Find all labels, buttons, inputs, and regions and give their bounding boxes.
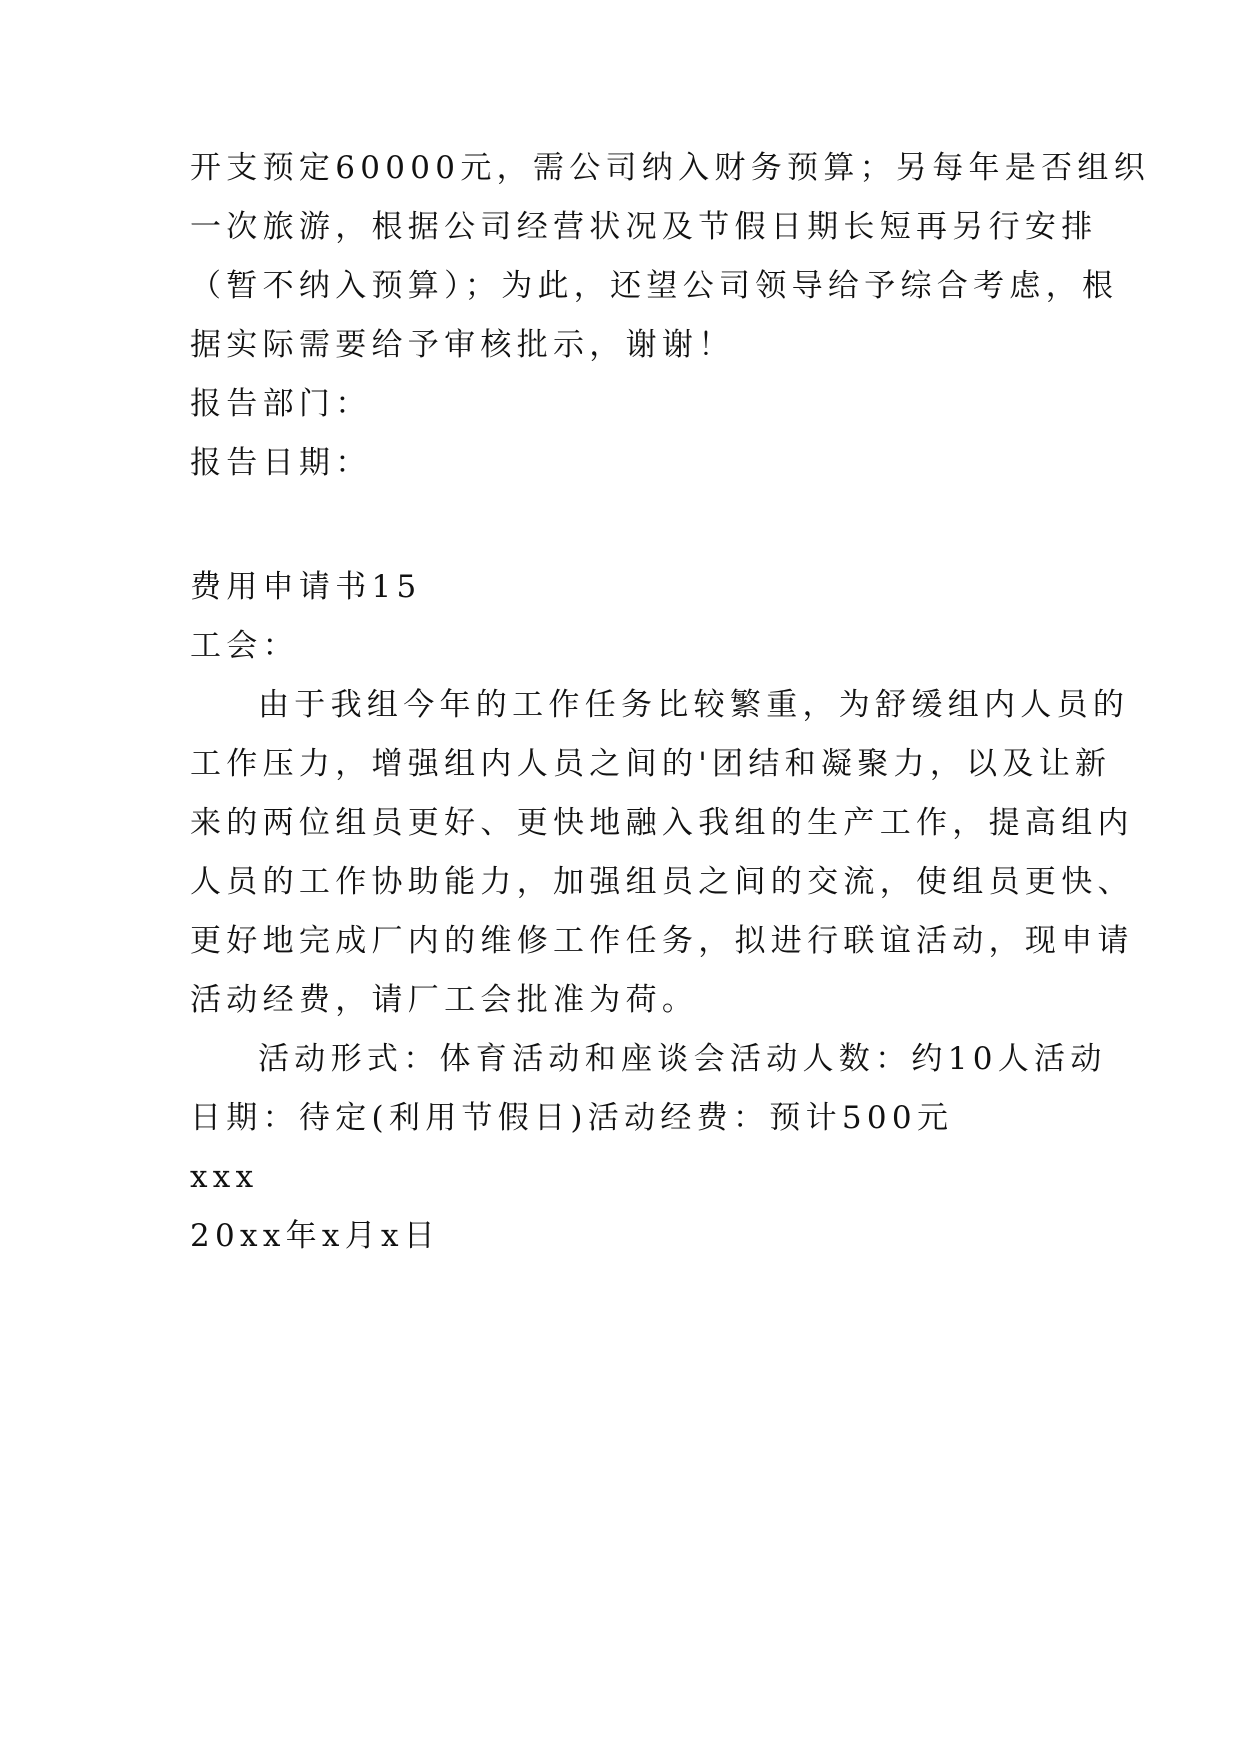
report-department-label: 报告部门： bbox=[190, 386, 372, 422]
previous-letter-closing bbox=[190, 139, 1151, 493]
letter-date: 20xx年x月x日 bbox=[190, 1218, 441, 1254]
paragraph-line: 由于我组今年的工作任务比较繁重，为舒缓组内人员的 bbox=[258, 687, 1130, 723]
report-date-label: 报告日期： bbox=[190, 445, 372, 481]
paragraph-line: （暂不纳入预算）；为此，还望公司领导给予综合考虑，根 bbox=[190, 268, 1119, 304]
signature: xxx bbox=[190, 1159, 259, 1195]
paragraph-line: 开支预定60000元，需公司纳入财务预算；另每年是否组织 bbox=[190, 150, 1151, 186]
paragraph-line: 据实际需要给予审核批示，谢谢！ bbox=[190, 327, 735, 363]
paragraph-line: 一次旅游，根据公司经营状况及节假日期长短再另行安排 bbox=[190, 209, 1098, 245]
letter-heading: 费用申请书15 bbox=[190, 569, 422, 605]
paragraph-line: 人员的工作协助能力，加强组员之间的交流，使组员更快、 bbox=[190, 864, 1134, 900]
expense-application-letter bbox=[190, 558, 1134, 1266]
activity-details-line: 活动形式：体育活动和座谈会活动人数：约10人活动 bbox=[258, 1041, 1107, 1077]
paragraph-line: 更好地完成厂内的维修工作任务，拟进行联谊活动，现申请 bbox=[190, 923, 1134, 959]
paragraph-line: 来的两位组员更好、更快地融入我组的生产工作，提高组内 bbox=[190, 805, 1134, 841]
activity-details-line: 日期：待定(利用节假日)活动经费：预计500元 bbox=[190, 1100, 954, 1136]
paragraph-line: 工作压力，增强组内人员之间的'团结和凝聚力，以及让新 bbox=[190, 746, 1112, 782]
letter-addressee: 工会： bbox=[190, 628, 299, 664]
paragraph-line: 活动经费，请厂工会批准为荷。 bbox=[190, 982, 699, 1018]
